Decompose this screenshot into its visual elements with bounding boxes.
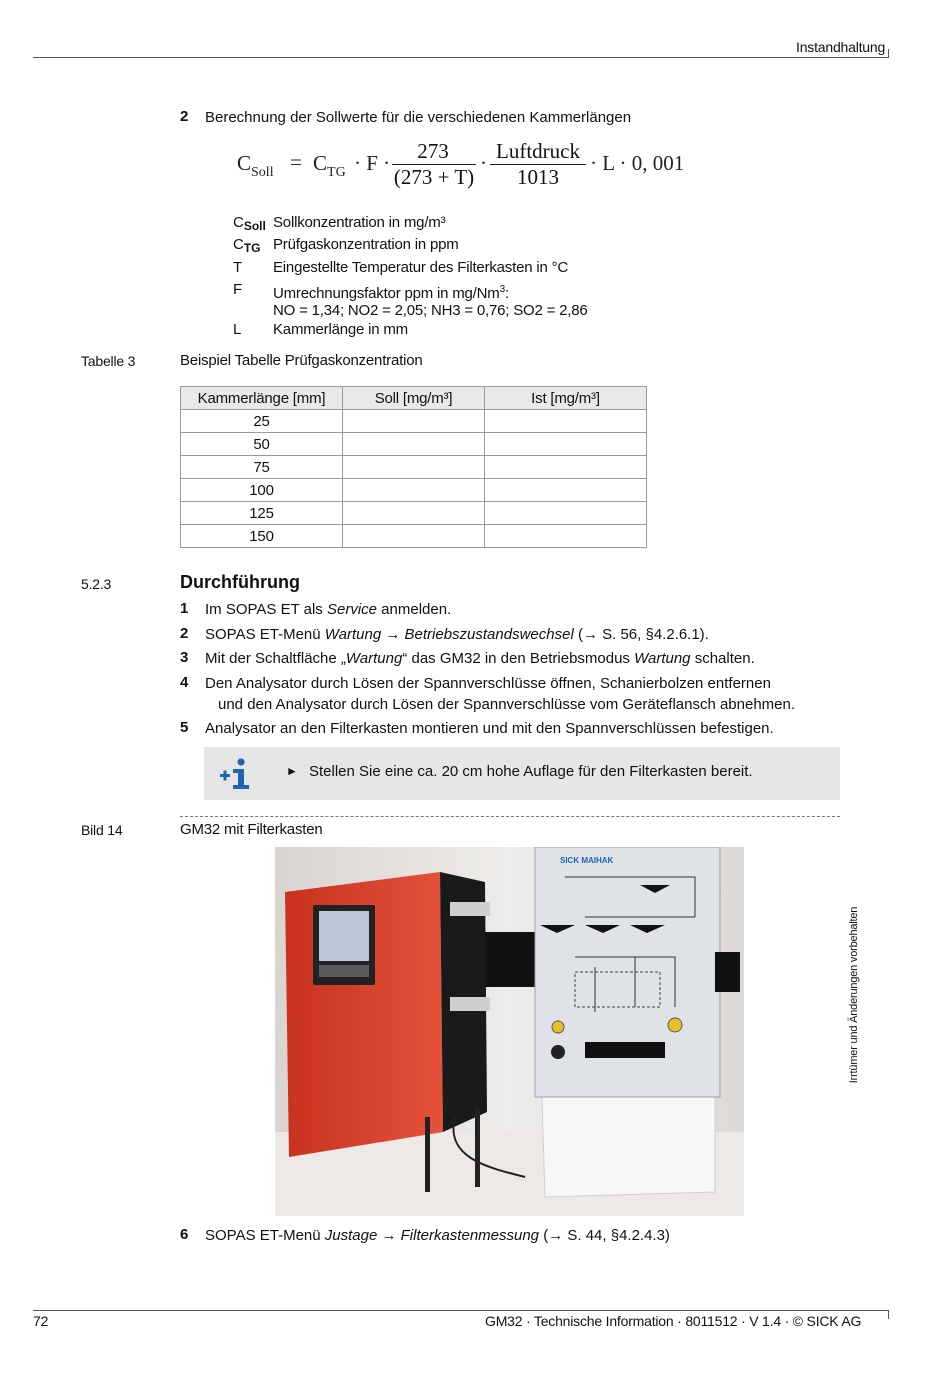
table-cell: 75: [181, 456, 343, 479]
table-cell: [343, 456, 485, 479]
table-cell: 25: [181, 410, 343, 433]
device-photo-illustration: [275, 847, 744, 1216]
footer-document-info: GM32 · Technische Information · 8011512 · V 1.4 · © SICK AG: [485, 1313, 862, 1329]
step-text-italic: Service: [326, 601, 378, 618]
legend-symbol: T: [233, 259, 243, 276]
legend-text-conversion: NO = 1,34; NO2 = 2,05; NH3 = 0,76; SO2 = 2,86: [273, 302, 588, 319]
table-cell: [343, 433, 485, 456]
formula-ctg: C: [313, 151, 328, 175]
step-text: Analysator an den Filterkasten montieren und mit den Spannverschlüssen befestigen.: [205, 720, 774, 737]
legend-text-main: Umrechnungsfaktor ppm in mg/Nm: [273, 285, 500, 302]
table-caption-label: Tabelle 3: [81, 353, 136, 369]
legend-text: Eingestellte Temperatur des Filterkasten in °C: [273, 259, 568, 276]
table-cell: 150: [181, 525, 343, 548]
table-cell: 100: [181, 479, 343, 502]
formula-f-part: · F ·: [354, 151, 391, 175]
step-number: 6: [180, 1226, 189, 1243]
info-box: [204, 747, 840, 800]
table-header-cell: Ist [mg/m³]: [485, 387, 647, 410]
legend-text-sup: 3: [499, 284, 505, 295]
step-text-part: Im SOPAS ET als: [205, 601, 327, 618]
table-cell: [485, 456, 647, 479]
legend-symbol: F: [233, 281, 243, 298]
step-text-part: (→ S. 56, §4.2.6.1).: [573, 626, 709, 643]
table-cell: [485, 410, 647, 433]
step-text-part: Den Analysator durch Lösen der Spannverschlüsse öffnen, Schanierbolzen entfernen: [205, 675, 771, 692]
legend-symbol-sub: Soll: [243, 219, 266, 233]
legend-text: Prüfgaskonzentration in ppm: [273, 236, 459, 253]
table-cell: [485, 433, 647, 456]
intro-step-text: Berechnung der Sollwerte für die verschiedenen Kammerlängen: [205, 109, 632, 126]
step-text: [205, 599, 451, 620]
brand-label: SICK MAIHAK: [560, 856, 614, 865]
footer-tick: [888, 1310, 889, 1319]
header-tick: [888, 49, 889, 58]
step-text: [205, 1225, 670, 1246]
step-text-part: schalten.: [690, 650, 755, 667]
table-caption-text: Beispiel Tabelle Prüfgaskonzentration: [180, 352, 423, 369]
step-text: [205, 673, 795, 715]
side-note: Irrtümer und Änderungen vorbehalten: [848, 906, 860, 1084]
formula-frac2-num: Luftdruck: [496, 139, 580, 163]
formula-lhs: C: [237, 151, 252, 175]
step-text-part: (→ S. 44, §4.2.4.3): [539, 1227, 670, 1244]
legend-symbol: C: [233, 236, 244, 253]
figure-caption-label: Bild 14: [81, 822, 123, 838]
table-cell: [343, 479, 485, 502]
step-number: 2: [180, 625, 189, 642]
info-text: Stellen Sie eine ca. 20 cm hohe Auflage für den Filterkasten bereit.: [309, 763, 753, 780]
table-cell: 50: [181, 433, 343, 456]
table-header-cell: Soll [mg/m³]: [343, 387, 485, 410]
formula-dot: ·: [480, 151, 487, 175]
step-text-italic: Wartung: [634, 650, 691, 667]
step-text-part: Mit der Schaltfläche „: [205, 650, 346, 667]
header-rule: [33, 57, 889, 58]
step-text-italic: Justage → Filterkastenmessung: [324, 1227, 540, 1244]
dashed-separator: [180, 816, 840, 817]
legend-symbol: L: [233, 321, 242, 338]
formula-frac1-num: 273: [417, 139, 449, 163]
step-text-part: anmelden.: [377, 601, 452, 618]
footer-rule: [33, 1310, 889, 1311]
table-cell: [485, 502, 647, 525]
table-cell: [343, 502, 485, 525]
formula-ctg-sub: TG: [327, 165, 346, 180]
legend-symbol-sub: TG: [243, 241, 261, 255]
table-row: [181, 433, 647, 456]
figure-caption-text: GM32 mit Filterkasten: [180, 821, 323, 838]
formula-frac1-den: (273 + T): [393, 165, 475, 189]
table-cell: [343, 410, 485, 433]
table-row: [181, 456, 647, 479]
step-text-italic: Wartung → Betriebszustandswechsel: [324, 626, 574, 643]
header-section-title: Instandhaltung: [796, 39, 886, 55]
section-number: 5.2.3: [81, 576, 112, 592]
section-title: Durchführung: [180, 572, 300, 592]
table-row: [181, 525, 647, 548]
table-cell: [485, 479, 647, 502]
info-plus-icon: [219, 757, 255, 791]
table-cell: 125: [181, 502, 343, 525]
table-row: [181, 410, 647, 433]
step-text-part: SOPAS ET-Menü: [205, 1227, 325, 1244]
table-cell: [343, 525, 485, 548]
table-header-cell: Kammerlänge [mm]: [181, 387, 343, 410]
step-text-part: und den Analysator durch Lösen der Spannverschlüsse vom Geräteflansch abnehmen.: [218, 696, 796, 713]
legend-text: Sollkonzentration in mg/m³: [273, 214, 446, 231]
legend-text: Kammerlänge in mm: [273, 321, 408, 338]
step-number: 3: [180, 649, 189, 666]
formula-tail: · L · 0, 001: [590, 151, 685, 175]
table-header-row: [181, 387, 647, 410]
table-row: [181, 502, 647, 525]
step-number: 1: [180, 600, 189, 617]
step-number: 5: [180, 719, 189, 736]
legend-text: [273, 281, 588, 319]
table-cell: [485, 525, 647, 548]
step-number: 4: [180, 674, 189, 691]
step-text: [205, 648, 755, 669]
legend-text-end: :: [504, 285, 509, 302]
intro-step-number: 2: [180, 108, 189, 125]
test-gas-table: [180, 386, 647, 548]
table-row: [181, 479, 647, 502]
footer-page-number: 72: [33, 1313, 49, 1329]
step-text-italic: Wartung: [345, 650, 403, 667]
formula-lhs-sub: Soll: [251, 165, 274, 180]
step-text: [205, 624, 709, 645]
info-bullet-icon: ►: [286, 764, 298, 778]
formula-frac2-den: 1013: [517, 165, 559, 189]
legend-symbol: C: [233, 214, 244, 231]
formula-eq: =: [290, 150, 302, 174]
step-text-part: “ das GM32 in den Betriebsmodus: [402, 650, 635, 667]
step-text-part: SOPAS ET-Menü: [205, 626, 325, 643]
device-photo: [275, 847, 744, 1216]
